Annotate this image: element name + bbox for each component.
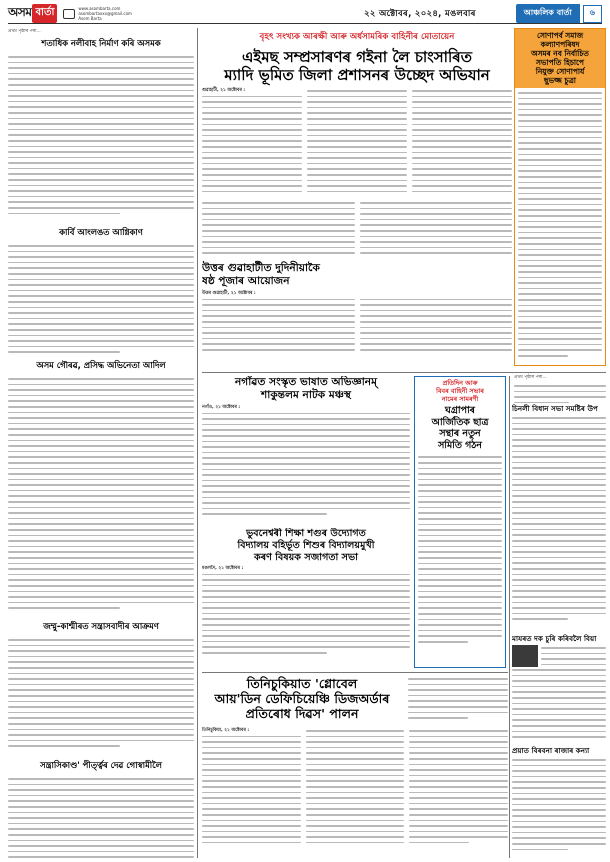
- masthead: [8, 4, 602, 24]
- drama-headline-line-1: নগাঁৱত সংস্কৃত ভাষাত অভিজ্ঞানম্: [234, 376, 378, 388]
- section-rule-2: [202, 672, 508, 673]
- drama-story: [202, 376, 410, 526]
- school-story: [202, 528, 410, 668]
- school-headline-line-1: ভুবনেশ্বৰী শিক্ষা শগুৰ উদ্যোগত: [246, 528, 366, 539]
- right-box-article: [514, 28, 606, 366]
- left-article-4-body: [8, 637, 194, 755]
- lead-kicker: বৃহৎ সংখ্যক আৰক্ষী আৰু অৰ্ধসামৰিক বাহিনীৰ মোতায়েন: [259, 32, 455, 42]
- right-box-line-1: সোণাপৰ্ব সমাজ: [536, 31, 584, 40]
- left-headline-5: সন্ত্ৰাসিকাণ্ড' পীৰ্ত্ত্বৰ দেৱ গোস্বামীলৈ: [40, 760, 162, 770]
- iodine-headline-line-2: আয়'ডিন ডেফিচিয়েঞ্চি ডিজঅৰ্ডাৰ: [214, 691, 390, 706]
- left-column: [8, 28, 194, 858]
- school-headline-line-2: বিদ্যালয় বহিৰ্ভূত শিশুৰ বিদ্যালয়মুখী: [237, 540, 375, 551]
- logo: [8, 5, 57, 23]
- right-box-line-6: ছুভজ্জ চুত্ৰা: [544, 76, 576, 85]
- iodine-headline-line-3: প্ৰতিৰোধ দিৱস' পালন: [245, 706, 359, 721]
- mid-box-article: [414, 376, 506, 668]
- left-article-2-body: [8, 243, 194, 355]
- right-box-line-2: কল্যাণপৰিষদ: [540, 40, 580, 49]
- right-headline-3: প্ৰয়াত বিৰবনা ৰাজাৰ কন্যা: [512, 746, 590, 755]
- right-continued-label: প্ৰথম পৃষ্ঠাৰ পৰা...: [514, 375, 547, 380]
- iodine-headline-line-1: তিনিচুকিয়াত 'গ্লোবেল: [246, 676, 358, 691]
- mid-box-kicker-1: প্ৰতিদিন আৰু: [442, 379, 478, 387]
- left-headline-4: জম্মু-কাশ্মীৰত সন্ত্ৰাসবাদীৰ আক্ৰমণ: [43, 621, 159, 631]
- page-number: ৬: [583, 5, 602, 23]
- lead-story: [202, 28, 512, 198]
- right-headline-2: মাযৰত দক চুৰি কৰিবলৈ বিয়া: [512, 634, 597, 643]
- mid-box-headline-4: সমিতি গঠন: [438, 439, 482, 451]
- continued-label: প্ৰথম পৃষ্ঠাৰ পৰা...: [8, 29, 41, 34]
- left-article-5-body: [8, 776, 194, 858]
- mid-box-kicker-3: নামেৰ সামৰণী: [441, 394, 479, 403]
- left-headline-1: শতাধিক নলীবাহ নিৰ্মাণ কৰি অসমক: [41, 38, 161, 48]
- mid-box-headline-2: আৰ্জিতিক ছাত্ৰ: [431, 416, 489, 428]
- site-line-3: Asom Barta: [78, 16, 102, 21]
- site-line-2[interactable]: asombartaxxx@gmail.com: [78, 11, 132, 16]
- left-article-3-body: [8, 376, 194, 616]
- column-rule-2: [509, 376, 510, 858]
- globe-icon: [63, 9, 75, 19]
- left-article-1-body: [8, 54, 194, 222]
- lead-headline-line-2: ম্যাদি ভূমিত জিলা প্ৰশাসনৰ উচ্ছেদ অভিযান: [224, 66, 490, 84]
- section-tag: আঞ্চলিক বাৰ্তা: [516, 4, 580, 23]
- mid-box-headline-3: সন্থাৰ নতুন: [439, 428, 481, 440]
- photo-thumbnail: [512, 645, 538, 667]
- site-line-1[interactable]: www.asombarta.com: [78, 6, 121, 11]
- mid-box-kicker-2: বিবৰ বাহিনী সভাৰ: [436, 386, 484, 395]
- drama-headline-line-2: শাকুন্তলম নাটক মঞ্চস্থ: [261, 389, 351, 401]
- right-box-line-3: অসমৰ নব নিৰ্বাচিত: [531, 49, 589, 58]
- lead-dateline: গুৱাহাটী, ২১ অক্টোবৰ :: [202, 88, 246, 93]
- school-dateline: মঙলদৈ, ২১ অক্টোবৰ :: [202, 566, 244, 571]
- right-box-line-5: নিযুক্ত সোণাপাৰ্য: [535, 67, 585, 76]
- iodine-story: [202, 676, 508, 858]
- site-info: [63, 6, 132, 21]
- left-headline-3: অসম গৌৰৱ, প্ৰসিদ্ধ অভিনেতা আদিল: [36, 360, 166, 370]
- right-headline-1: চিনলী বিধান সভা সমষ্টিৰ উপ: [512, 404, 598, 413]
- bereavement-story: [512, 746, 606, 858]
- chhath-dateline: উত্তৰ গুৱাহাটী, ২১ অক্টোবৰ :: [202, 291, 256, 296]
- iodine-dateline: তিনিচুকিয়া, ২১ অক্টোবৰ :: [202, 728, 250, 733]
- school-headline-line-3: কৰণ বিষয়ক সজাগতা সভা: [254, 552, 358, 563]
- left-headline-2: কাৰ্বি আংলঙত আগ্নিকাণ: [59, 227, 143, 237]
- chhath-headline-line-2: ষষ্ঠ পূজাৰ আয়োজন: [202, 275, 290, 287]
- theft-story: [512, 634, 606, 744]
- chhath-headline-line-1: উত্তৰ গুৱাহাটীত দুদিনীয়াকৈ: [202, 262, 320, 274]
- issue-date: ২২ অক্টোবৰ, ২০২৪, মঙলবাৰ: [364, 8, 476, 19]
- lead-headline-line-1: এইমছ সম্প্ৰসাৰণৰ গইনা লৈ চাংসাৰিত: [242, 48, 472, 66]
- logo-main: অসম: [8, 4, 32, 19]
- mid-box-headline-1: ঘগ্ৰাপাৰ: [445, 405, 475, 417]
- chhath-story: [202, 200, 512, 370]
- drama-dateline: নগাঁও, ২১ অক্টোবৰ :: [202, 405, 241, 410]
- right-box-line-4: সভাপতি হিচাপে: [536, 58, 584, 67]
- chinli-story: [512, 404, 606, 630]
- logo-tag: বাৰ্তা: [32, 4, 57, 23]
- column-rule-1: [197, 28, 198, 858]
